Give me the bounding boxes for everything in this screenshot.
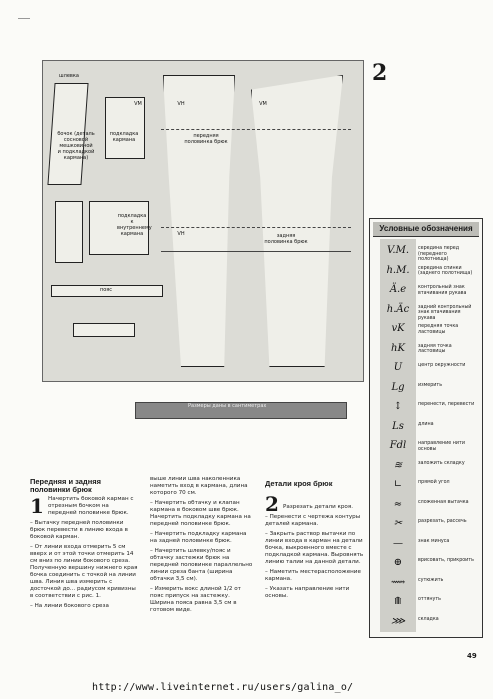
legend-symbol: h.Äc bbox=[386, 303, 410, 315]
legend-symbol: h.M. bbox=[386, 264, 410, 276]
legend-item-text: перенести, перевести bbox=[418, 402, 475, 407]
section1-col1 bbox=[30, 496, 138, 613]
pattern-label-belt-loop: шлевка bbox=[59, 73, 79, 79]
legend-symbol-strip bbox=[380, 239, 416, 632]
legend-symbol: Lg bbox=[391, 381, 405, 393]
legend-item-text: врисовать, прикроить bbox=[418, 558, 474, 563]
legend-symbol: ⟿ bbox=[390, 576, 406, 588]
pattern-label-vm1: VM bbox=[259, 101, 267, 107]
legend-symbol: V.M. bbox=[386, 245, 410, 256]
legend-item-text: направление нити основы bbox=[418, 441, 465, 452]
pattern-piece-fly bbox=[73, 323, 135, 337]
section1-col1-p3: – От линии входа отмерить 5 см вверх и от этой точки отмерить 14 см вниз по линии бокового среза. Полученную вершину нижнего края бочка соединить с точкой на линии шва. Линия шва измерить с досточкой до... радиусом кривизны в соответствии с рис. 1. bbox=[30, 544, 138, 599]
section1-col2-p2: – Начертить обтачку и клапан кармана в боковом шве брюк. Начертить подкладку кармана на передней половинке брюк. bbox=[150, 500, 251, 527]
legend-item-text: середина спинки (заднего полотнища) bbox=[418, 265, 473, 276]
legend-symbol: ≈ bbox=[393, 498, 403, 510]
legend-panel bbox=[369, 218, 483, 638]
pattern-label-vh1: VH bbox=[177, 101, 185, 107]
legend-item-text: центр окружности bbox=[418, 363, 466, 368]
legend-item-text: оттянуть bbox=[418, 597, 442, 602]
legend-item-text: складка bbox=[418, 616, 439, 622]
legend-symbol: ⟰ bbox=[393, 596, 403, 607]
legend-symbol: hK bbox=[391, 342, 405, 354]
pattern-label-waistband: пояс bbox=[99, 287, 113, 293]
legend-item-text: середина перед (переднего полотнища) bbox=[418, 246, 460, 262]
legend-symbol: Ä.e bbox=[389, 284, 407, 295]
section1-heading: Передняя и задняя половинки брюк bbox=[30, 477, 101, 494]
legend-item-text: задняя точка ластовицы bbox=[418, 343, 452, 354]
pattern-drawing bbox=[42, 60, 364, 382]
page-number: 49 bbox=[467, 652, 477, 660]
legend-item-text: измерить bbox=[418, 382, 443, 388]
section1-col2-p5: – Измерить вокс длиной 1/2 от пояс припуск на застежку. Ширина пояса равна 3,5 см в готовом виде. bbox=[150, 586, 241, 613]
legend-item-text: сложенная вытачка bbox=[418, 499, 469, 505]
section1-col2-p1: выше линии шва наколенника наметить вход в кармана, длина которого 70 см. bbox=[150, 476, 248, 496]
legend-symbol: Ls bbox=[392, 420, 404, 432]
pattern-label-vm-small: VM bbox=[134, 101, 142, 107]
legend-item-text: разрезать, рассечь bbox=[418, 519, 467, 524]
legend-item-text: сутюжить bbox=[418, 577, 444, 583]
legend-item-text: заложить складку bbox=[418, 460, 465, 466]
pattern-label-front: передняя половинка брюк bbox=[184, 133, 228, 145]
legend-symbol: ⋙ bbox=[390, 615, 406, 627]
legend-symbol: ∟ bbox=[393, 479, 403, 490]
guide-line-hip bbox=[161, 129, 351, 130]
section2-number: 2 bbox=[265, 492, 279, 516]
pattern-label-pocket-lining: подкладка кармана bbox=[109, 131, 139, 143]
section1-number: 1 bbox=[30, 494, 44, 518]
section2-col3-p3: – Закрыть раствор вытачки по линии входа в карман на детали бочка, выкроенного вместе с подкладкой кармана. Выровнять линию талии на данной детали. bbox=[265, 531, 364, 565]
section2-col3-p4: – Наметить местерасположение кармана. bbox=[265, 569, 361, 582]
guide-line-knee bbox=[161, 227, 351, 228]
legend-symbol: ↕ bbox=[393, 401, 403, 412]
footer-url[interactable]: http://www.liveinternet.ru/users/galina_o/ bbox=[92, 682, 354, 693]
legend-symbol: vK bbox=[391, 323, 405, 334]
legend-symbol: ✂ bbox=[393, 518, 403, 529]
legend-item-text: прямой угол bbox=[418, 480, 450, 485]
legend-symbol: ⊕ bbox=[393, 557, 403, 568]
pattern-label-pocket-inner: подкладка к внутреннему кармана bbox=[117, 213, 152, 237]
pattern-piece-back-trouser bbox=[251, 75, 343, 367]
section2-col3-p5: – Указать направление нити основы. bbox=[265, 586, 350, 599]
dimensions-banner-text: Размеры даны в сантиметрах bbox=[188, 403, 267, 409]
legend-symbol: ≋ bbox=[393, 459, 403, 471]
legend-item-text: знак минуса bbox=[418, 538, 450, 544]
section1-col2-p3: – Начертить подкладку кармана на задней половинке брюк. bbox=[150, 531, 247, 544]
pattern-piece-front-trouser bbox=[163, 75, 235, 367]
legend-item-text: контрольный знак втачивания рукава bbox=[418, 285, 467, 296]
legend-item-text: передняя точка ластовицы bbox=[418, 324, 459, 335]
pattern-piece-side-strip bbox=[55, 201, 83, 263]
pattern-label-back: задняя половинка брюк bbox=[264, 233, 308, 245]
section2-col3 bbox=[265, 504, 365, 603]
pattern-label-vh2: VH bbox=[177, 231, 185, 237]
section1-col1-p2: – Вытачку передней половинки брюк перевести в линию входа в боковой карман. bbox=[30, 520, 128, 540]
section1-col1-p1: Начертить боковой карман с отрезным бочком на передней половинке брюк. bbox=[48, 496, 134, 516]
section-number-top: 2 bbox=[372, 60, 388, 86]
section1-col1-p4: – На линии бокового среза bbox=[30, 603, 109, 609]
legend-item-text: задний контрольный знак втачивания рукава bbox=[418, 304, 472, 321]
legend-item-text: длина bbox=[418, 421, 434, 427]
legend-symbol: Fdl bbox=[389, 440, 407, 451]
dimensions-banner bbox=[135, 402, 347, 419]
legend-title: Условные обозначения bbox=[373, 222, 479, 237]
section2-col3-p1: Разрезать детали кроя. bbox=[283, 504, 353, 510]
section1-col2 bbox=[150, 476, 254, 617]
guide-line-crotch bbox=[161, 251, 351, 252]
section2-col3-p2: – Перенести с чертежа контуры деталей кармана. bbox=[265, 514, 361, 527]
corner-mark bbox=[18, 18, 30, 27]
legend-symbol: U bbox=[393, 362, 403, 373]
pattern-label-side-piece: бочок (деталь сосновой мешковиной и подкладкой кармана) bbox=[57, 131, 95, 161]
legend-symbol: — bbox=[393, 537, 403, 549]
section2-heading: Детали кроя брюк bbox=[265, 479, 333, 488]
section1-col2-p4: – Начертить шлевку/пояс и обтачку застежки брюк на передней половинке параллельно линии среза банта (ширина обтачки 3,5 см). bbox=[150, 548, 253, 582]
